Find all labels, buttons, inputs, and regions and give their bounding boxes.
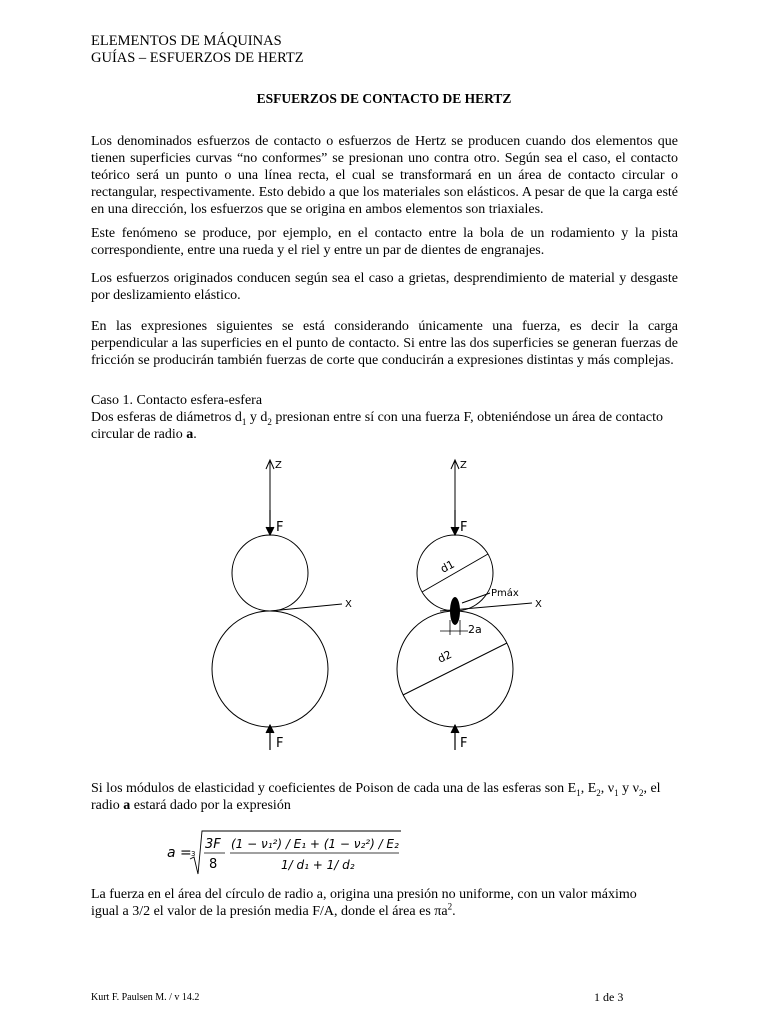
footer-page-number: 1 de 3 [594,990,624,1004]
force-label-top-right: F [460,520,468,535]
case-line-2: circular de radio a. [91,427,197,442]
sphere-contact-diagram [200,455,570,755]
force-bottom-right-arrow [451,725,459,733]
radius-formula [163,828,403,878]
pmax-leader [462,593,490,603]
case-line-1: Dos esferas de diámetros $d_1$ y $d_2$ presionan entre sí con una fuerza F, obteniéndose un área de contacto [91,410,663,427]
page-title: ESFUERZOS DE CONTACTO DE HERTZ [256,91,512,106]
diameter-d1-label: d1 [438,557,457,576]
force-bottom-left-arrow [266,725,274,733]
diameter-d1-line [422,554,488,592]
document-header [91,33,304,67]
formula-lhs: a = [167,845,192,861]
force-top-right-arrow [451,527,459,535]
x-axis-left [270,604,342,611]
case-heading: Caso 1. Contacto esfera-esfera [91,393,263,408]
x-label-right: X [535,599,542,610]
diameter-d2-label: d2 [435,647,454,666]
paragraph-intro: Los denominados esfuerzos de contacto o esfuerzos de Hertz se producen cuando dos elementos que tienen superficies curvas “no conformes” se presionan uno contra otro. Según sea el caso, el contacto teórico será un punto o una línea recta, el cual se transformará en un área de contacto circular o rectangular, respectivamente. Esto debido a que los materiales son elásticos. A pesar de que la carga esté en una dirección, los esfuerzos que se origina en ambos elementos son triaxiales. [91,134,678,217]
sphere-d2-left [212,611,328,727]
force-label-bottom-left: F [276,736,284,751]
sphere-d1-left [232,535,308,611]
right-sphere-pair [397,460,542,751]
modulos-line-1: Si los módulos de elasticidad y coeficientes de Poison de cada una de las esferas son $E_1$, $E_2$, $\nu_1$ y $\nu_2$, el [91,781,661,798]
left-sphere-pair [212,460,352,751]
pmax-label: Pmáx [491,588,519,599]
paragraph-examples: Este fenómeno se produce, por ejemplo, en el contacto entre la bola de un rodamiento y la pista correspondiente, entre una rueda y el riel y entre un par de dientes de engranajes. [91,226,678,258]
formula-frac-num: 3F [205,837,221,852]
force-label-top-left: F [276,520,284,535]
paragraph-effects: Los esfuerzos originados conducen según sea el caso a grietas, desprendimiento de material y desgaste por deslizamiento elástico. [91,271,678,303]
two-a-label: 2a [468,623,482,636]
modulos-line-2: radio a estará dado por la expresión [91,798,291,813]
formula-root-index: 3 [191,850,196,858]
paragraph-assumptions: En las expresiones siguientes se está considerando únicamente una fuerza, es decir la carga perpendicular a las superficies en el punto de contacto. Si entre las dos superficies se generan fuerzas de fricción se producirán también fuerzas de corte que conducirán a expresiones distintas y más complejas. [91,319,678,368]
z-label-left: Z [275,460,282,471]
footer-author: Kurt F. Paulsen M. / v 14.2 [91,992,200,1003]
formula-denominator: 1/ d₁ + 1/ d₂ [281,858,355,872]
x-label-left: X [345,599,352,610]
formula-frac-den: 8 [209,857,218,872]
fuerza-line-2: igual a 3/2 el valor de la presión media F/A, donde el área es $\pi a^2$. [91,901,456,919]
force-label-bottom-right: F [460,736,468,751]
header-line-2: GUÍAS – ESFUERZOS DE HERTZ [91,50,304,66]
pressure-distribution [450,597,460,625]
fuerza-line-1: La fuerza en el área del círculo de radio a, origina una presión no uniforme, con un valor máximo [91,887,637,902]
header-line-1: ELEMENTOS DE MÁQUINAS [91,33,282,49]
diameter-d2-line [403,643,507,695]
formula-numerator: (1 − ν₁²) / E₁ + (1 − ν₂²) / E₂ [231,837,399,851]
z-label-right: Z [460,460,467,471]
force-top-left-arrow [266,527,274,535]
